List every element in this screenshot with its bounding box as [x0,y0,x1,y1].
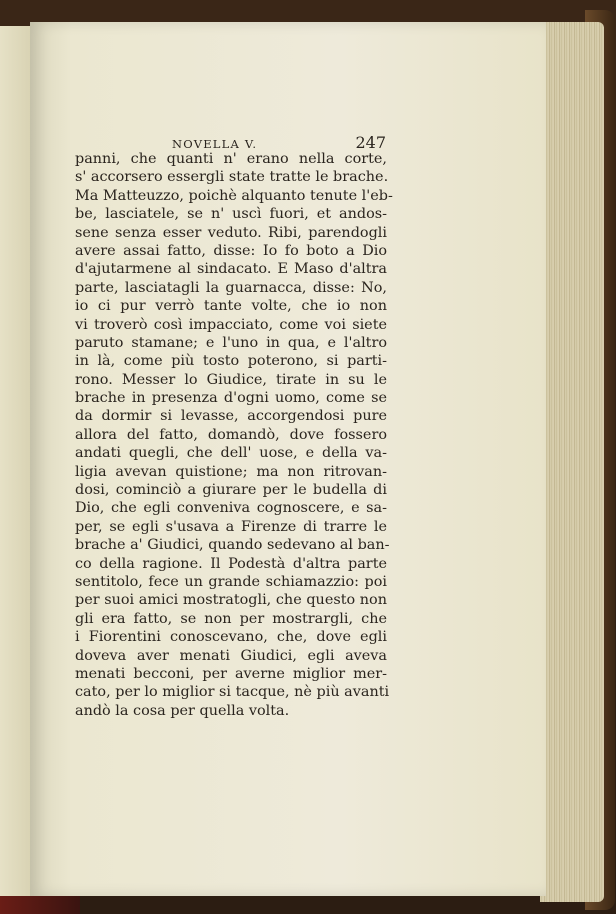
body-text [75,150,393,720]
text-line: vi troverò così impacciato, come voi siete [75,316,387,333]
text-line: allora del fatto, domandò, dove fossero [75,426,387,443]
text-line: da dormir si levasse, accorgendosi pure [75,408,387,425]
text-line: brache in presenza d'ogni uomo, come se [75,390,387,407]
text-line: sene senza esser veduto. Ribi, parendogli [75,224,387,241]
text-line: rono. Messer lo Giudice, tirate in su le [75,371,387,388]
text-line: menati becconi, per averne miglior mer- [75,665,387,682]
text-line: andati quegli, che dell' uose, e della va- [75,445,387,462]
text-line: parte, lasciatagli la guarnacca, disse: No, [75,279,387,296]
text-line: in là, come più tosto poterono, si parti- [75,353,387,370]
text-line: avere assai fatto, disse: Io fo boto a Dio [75,242,387,259]
text-line-last: andò la cosa per quella volta. [75,702,290,719]
text-line: i Fiorentini conoscevano, che, dove egli [75,629,387,646]
text-line: s' accorsero essergli state tratte le brache. [75,169,389,186]
text-line: paruto stamane; e l'uno in qua, e l'altro [75,334,387,351]
text-line: ligia avevan quistione; ma non ritrovan- [75,463,387,480]
text-line: per, se egli s'usava a Firenze di trarre le [75,518,387,535]
text-line: dosi, cominciò a giurare per le budella di [75,482,387,499]
text-line: be, lasciatele, se n' uscì fuori, et andos- [75,206,387,223]
text-line: gli era fatto, se non per mostrargli, che [75,610,387,627]
text-line: panni, che quanti n' erano nella corte, [75,151,387,167]
text-line: doveva aver menati Giudici, egli aveva [75,647,387,664]
text-line: co della ragione. Il Podestà d'altra parte [75,555,387,572]
text-line: brache a' Giudici, quando sedevano al ban- [75,537,390,554]
page-number: 247 [355,133,386,152]
text-line: cato, per lo miglior si tacque, nè più avanti [75,684,390,701]
page-edges [540,22,604,902]
running-title: NOVELLA V. [172,137,258,151]
text-line: Dio, che egli conveniva cognoscere, e sa- [75,500,387,517]
facing-page-edge [0,26,30,896]
text-line: per suoi amici mostratogli, che questo non [75,592,387,609]
text-line: d'ajutarmene al sindacato. E Maso d'altra [75,261,387,278]
text-line: io ci pur verrò tante volte, che io non [75,298,387,315]
text-line: Ma Matteuzzo, poichè alquanto tenute l'eb- [75,187,393,204]
text-line: sentitolo, fece un grande schiamazzio: poi [75,573,387,590]
